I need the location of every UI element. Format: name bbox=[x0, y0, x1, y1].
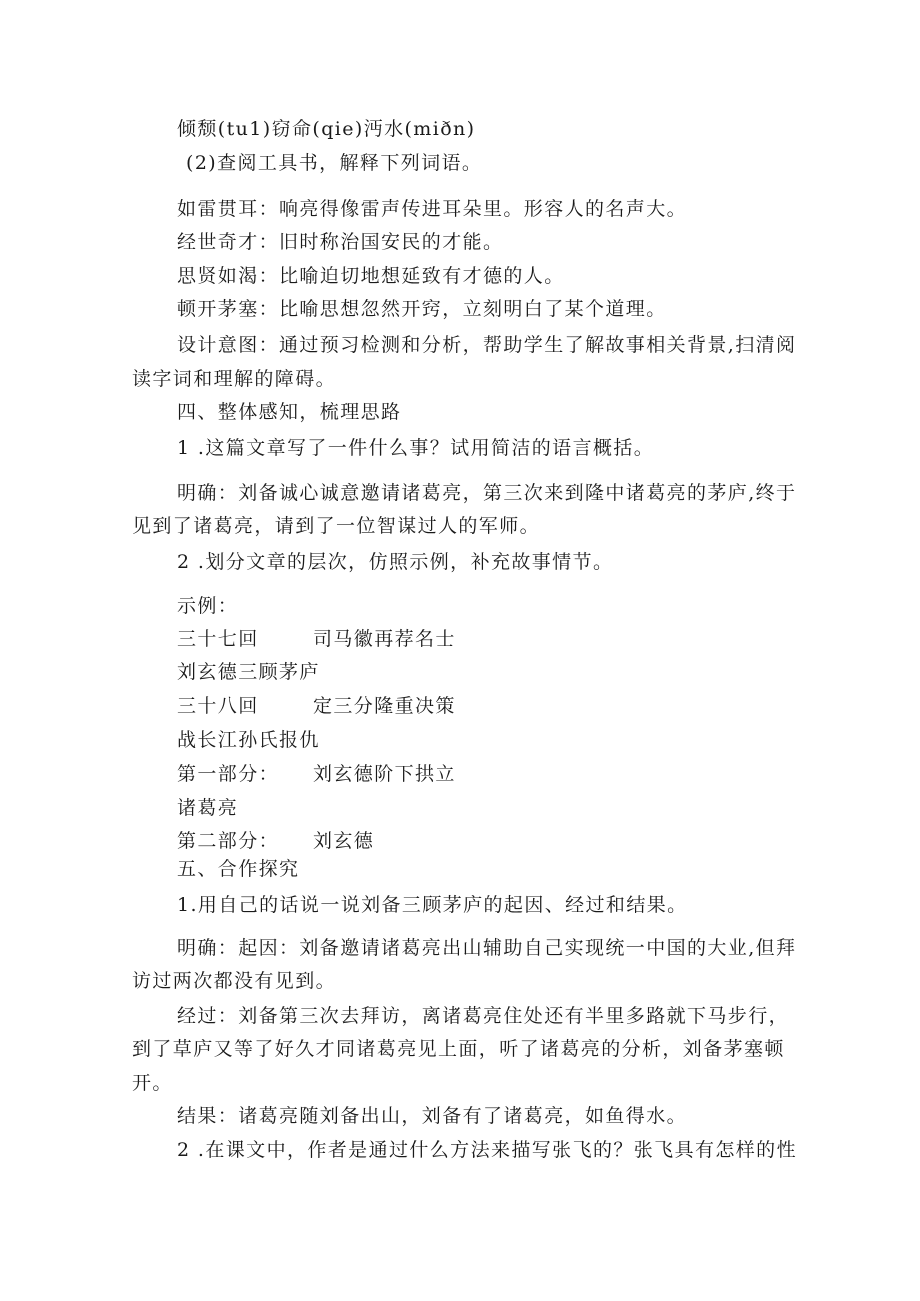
question-2: 2 .划分文章的层次，仿照示例，补充故事情节。 bbox=[177, 551, 614, 573]
answer-cause-line: 明确：起因：刘备邀请诸葛亮出山辅助自己实现统一中国的大业,但拜 bbox=[177, 937, 797, 959]
part-2-label: 第二部分： bbox=[177, 830, 280, 852]
definition-dunkaimaosai: 顿开茅塞：比喻思想忽然开窍，立刻明白了某个道理。 bbox=[177, 298, 667, 320]
definition-jingshiqicai: 经世奇才：旧时称治国安民的才能。 bbox=[177, 231, 504, 253]
design-intent-line: 设计意图：通过预习检测和分析，帮助学生了解故事相关背景,扫清阅 bbox=[177, 334, 797, 356]
part-1-label: 第一部分： bbox=[177, 763, 280, 785]
chapter-37-label: 三十七回 bbox=[177, 628, 259, 650]
section-heading-4: 四、整体感知，梳理思路 bbox=[177, 401, 402, 423]
example-label: 示例： bbox=[177, 595, 239, 617]
inquiry-question-1: 1.用自己的话说一说刘备三顾茅庐的起因、经过和结果。 bbox=[177, 894, 688, 916]
chapter-38-title-a: 定三分隆重决策 bbox=[313, 695, 456, 717]
chapter-37-title-b: 刘玄德三顾茅庐 bbox=[177, 661, 320, 683]
chapter-38-label: 三十八回 bbox=[177, 695, 259, 717]
definition-ruleiguaner: 如雷贯耳：响亮得像雷声传进耳朵里。形容人的名声大。 bbox=[177, 198, 688, 220]
answer-process-continuation-2: 开。 bbox=[132, 1072, 173, 1094]
pinyin-line: 倾颓(tu1)窃命(qie)沔水(miðn) bbox=[177, 118, 476, 140]
part-1-title-b: 诸葛亮 bbox=[177, 797, 239, 819]
chapter-38-title-b: 战长江孙氏报仇 bbox=[177, 729, 320, 751]
answer-1-continuation: 见到了诸葛亮，请到了一位智谋过人的军师。 bbox=[132, 515, 541, 537]
answer-process-continuation-1: 到了草庐又等了好久才同诸葛亮见上面，听了诸葛亮的分析，刘备茅塞顿 bbox=[132, 1038, 785, 1060]
section-heading-5: 五、合作探究 bbox=[177, 858, 300, 880]
answer-1-line: 明确：刘备诚心诚意邀请诸葛亮，第三次来到隆中诸葛亮的茅庐,终于 bbox=[177, 482, 797, 504]
question-1: 1 .这篇文章写了一件什么事？试用简洁的语言概括。 bbox=[177, 437, 655, 459]
answer-process-line: 经过：刘备第三次去拜访，离诸葛亮住处还有半里多路就下马步行， bbox=[177, 1005, 790, 1027]
definition-sixianruke: 思贤如渴：比喻迫切地想延致有才德的人。 bbox=[177, 265, 565, 287]
chapter-37-title-a: 司马徽再荐名士 bbox=[313, 628, 456, 650]
part-1-title-a: 刘玄德阶下拱立 bbox=[313, 763, 456, 785]
answer-cause-continuation: 访过两次都没有见到。 bbox=[132, 970, 337, 992]
part-2-title: 刘玄德 bbox=[313, 830, 375, 852]
inquiry-question-2: 2 .在课文中，作者是通过什么方法来描写张飞的？张飞具有怎样的性 bbox=[177, 1139, 797, 1161]
question-2-line: (2)查阅工具书，解释下列词语。 bbox=[186, 152, 483, 174]
design-intent-continuation: 读字词和理解的障碍。 bbox=[132, 368, 337, 390]
answer-result-line: 结果：诸葛亮随刘备出山，刘备有了诸葛亮，如鱼得水。 bbox=[177, 1105, 688, 1127]
